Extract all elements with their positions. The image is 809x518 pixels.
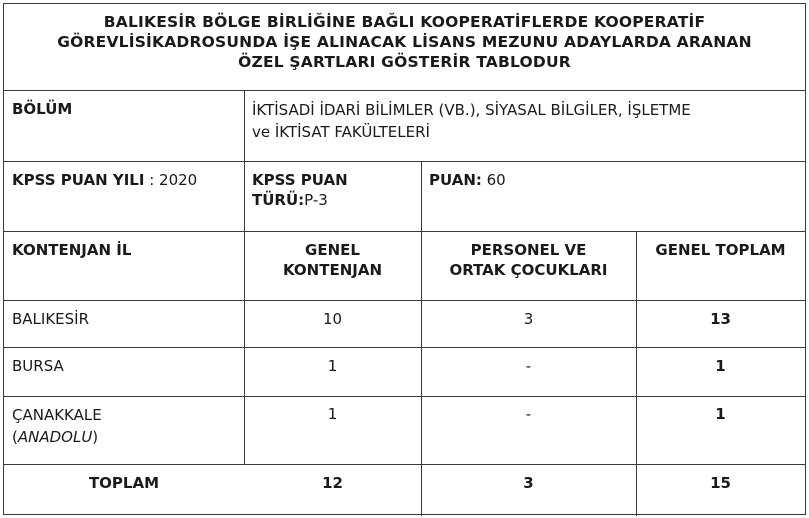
bolum-value-line-2: ve İKTİSAT FAKÜLTELERİ — [252, 123, 430, 141]
header-personel — [421, 240, 636, 280]
kpss-puan-value: 60 — [481, 171, 506, 189]
kpss-tur-label-line-1: KPSS PUAN — [252, 171, 348, 189]
quota-table — [3, 3, 806, 515]
divider — [4, 396, 805, 397]
divider — [4, 347, 805, 348]
divider — [4, 300, 805, 301]
table-title — [4, 12, 805, 72]
kpss-puan-label: PUAN: — [429, 171, 482, 189]
bolum-label: BÖLÜM — [12, 100, 73, 118]
row-3-toplam: 1 — [715, 405, 726, 423]
row-3-personel: - — [525, 405, 532, 423]
row-2-il: BURSA — [12, 357, 64, 375]
divider — [4, 231, 805, 232]
bolum-value — [252, 99, 802, 143]
title-line-1: BALIKESİR BÖLGE BİRLİĞİNE BAĞLI KOOPERATİFLERDE KOOPERATİF — [103, 13, 706, 31]
footer-label: TOPLAM — [88, 474, 160, 492]
title-line-3: ÖZEL ŞARTLARI GÖSTERİR TABLODUR — [238, 53, 571, 71]
divider — [4, 161, 805, 162]
kpss-tur-label-line-2: TÜRÜ: — [252, 191, 305, 209]
header-genel-line-1: GENEL — [305, 241, 360, 259]
row-3-il — [4, 404, 244, 448]
row-3-il-paren-close: ) — [92, 428, 99, 446]
row-2-genel: 1 — [327, 357, 338, 375]
footer-toplam: 15 — [710, 474, 731, 492]
row-3-genel: 1 — [327, 405, 338, 423]
row-3-il-paren-open: ( — [12, 428, 18, 446]
row-3-il-name: ÇANAKKALE — [12, 406, 102, 424]
row-1-genel: 10 — [322, 310, 343, 328]
header-personel-line-1: PERSONEL VE — [470, 241, 587, 259]
header-il: KONTENJAN İL — [12, 241, 132, 259]
divider — [4, 464, 805, 465]
kpss-yil-label: KPSS PUAN YILI — [12, 171, 145, 189]
kpss-yil — [4, 170, 244, 190]
header-genel-line-2: KONTENJAN — [282, 261, 383, 279]
footer-personel: 3 — [523, 474, 534, 492]
footer-genel: 12 — [322, 474, 343, 492]
bolum-value-line-1: İKTİSADİ İDARİ BİLİMLER (VB.), SİYASAL BİLGİLER, İŞLETME — [252, 101, 691, 119]
kpss-tur-value: P-3 — [304, 191, 328, 209]
divider — [421, 161, 422, 231]
row-1-il: BALIKESİR — [12, 310, 90, 328]
kpss-tur — [252, 170, 420, 210]
header-genel — [244, 240, 421, 280]
row-3-il-region: ANADOLU — [17, 428, 93, 446]
row-2-toplam: 1 — [715, 357, 726, 375]
row-1-toplam: 13 — [710, 310, 731, 328]
header-personel-line-2: ORTAK ÇOCUKLARI — [449, 261, 608, 279]
header-toplam: GENEL TOPLAM — [655, 241, 786, 259]
title-line-2: GÖREVLİSİKADROSUNDA İŞE ALINACAK LİSANS MEZUNU ADAYLARDA ARANAN — [57, 33, 752, 51]
kpss-yil-value: : 2020 — [144, 171, 198, 189]
divider — [4, 90, 805, 91]
row-2-personel: - — [525, 357, 532, 375]
row-1-personel: 3 — [523, 310, 534, 328]
kpss-puan — [429, 170, 799, 190]
